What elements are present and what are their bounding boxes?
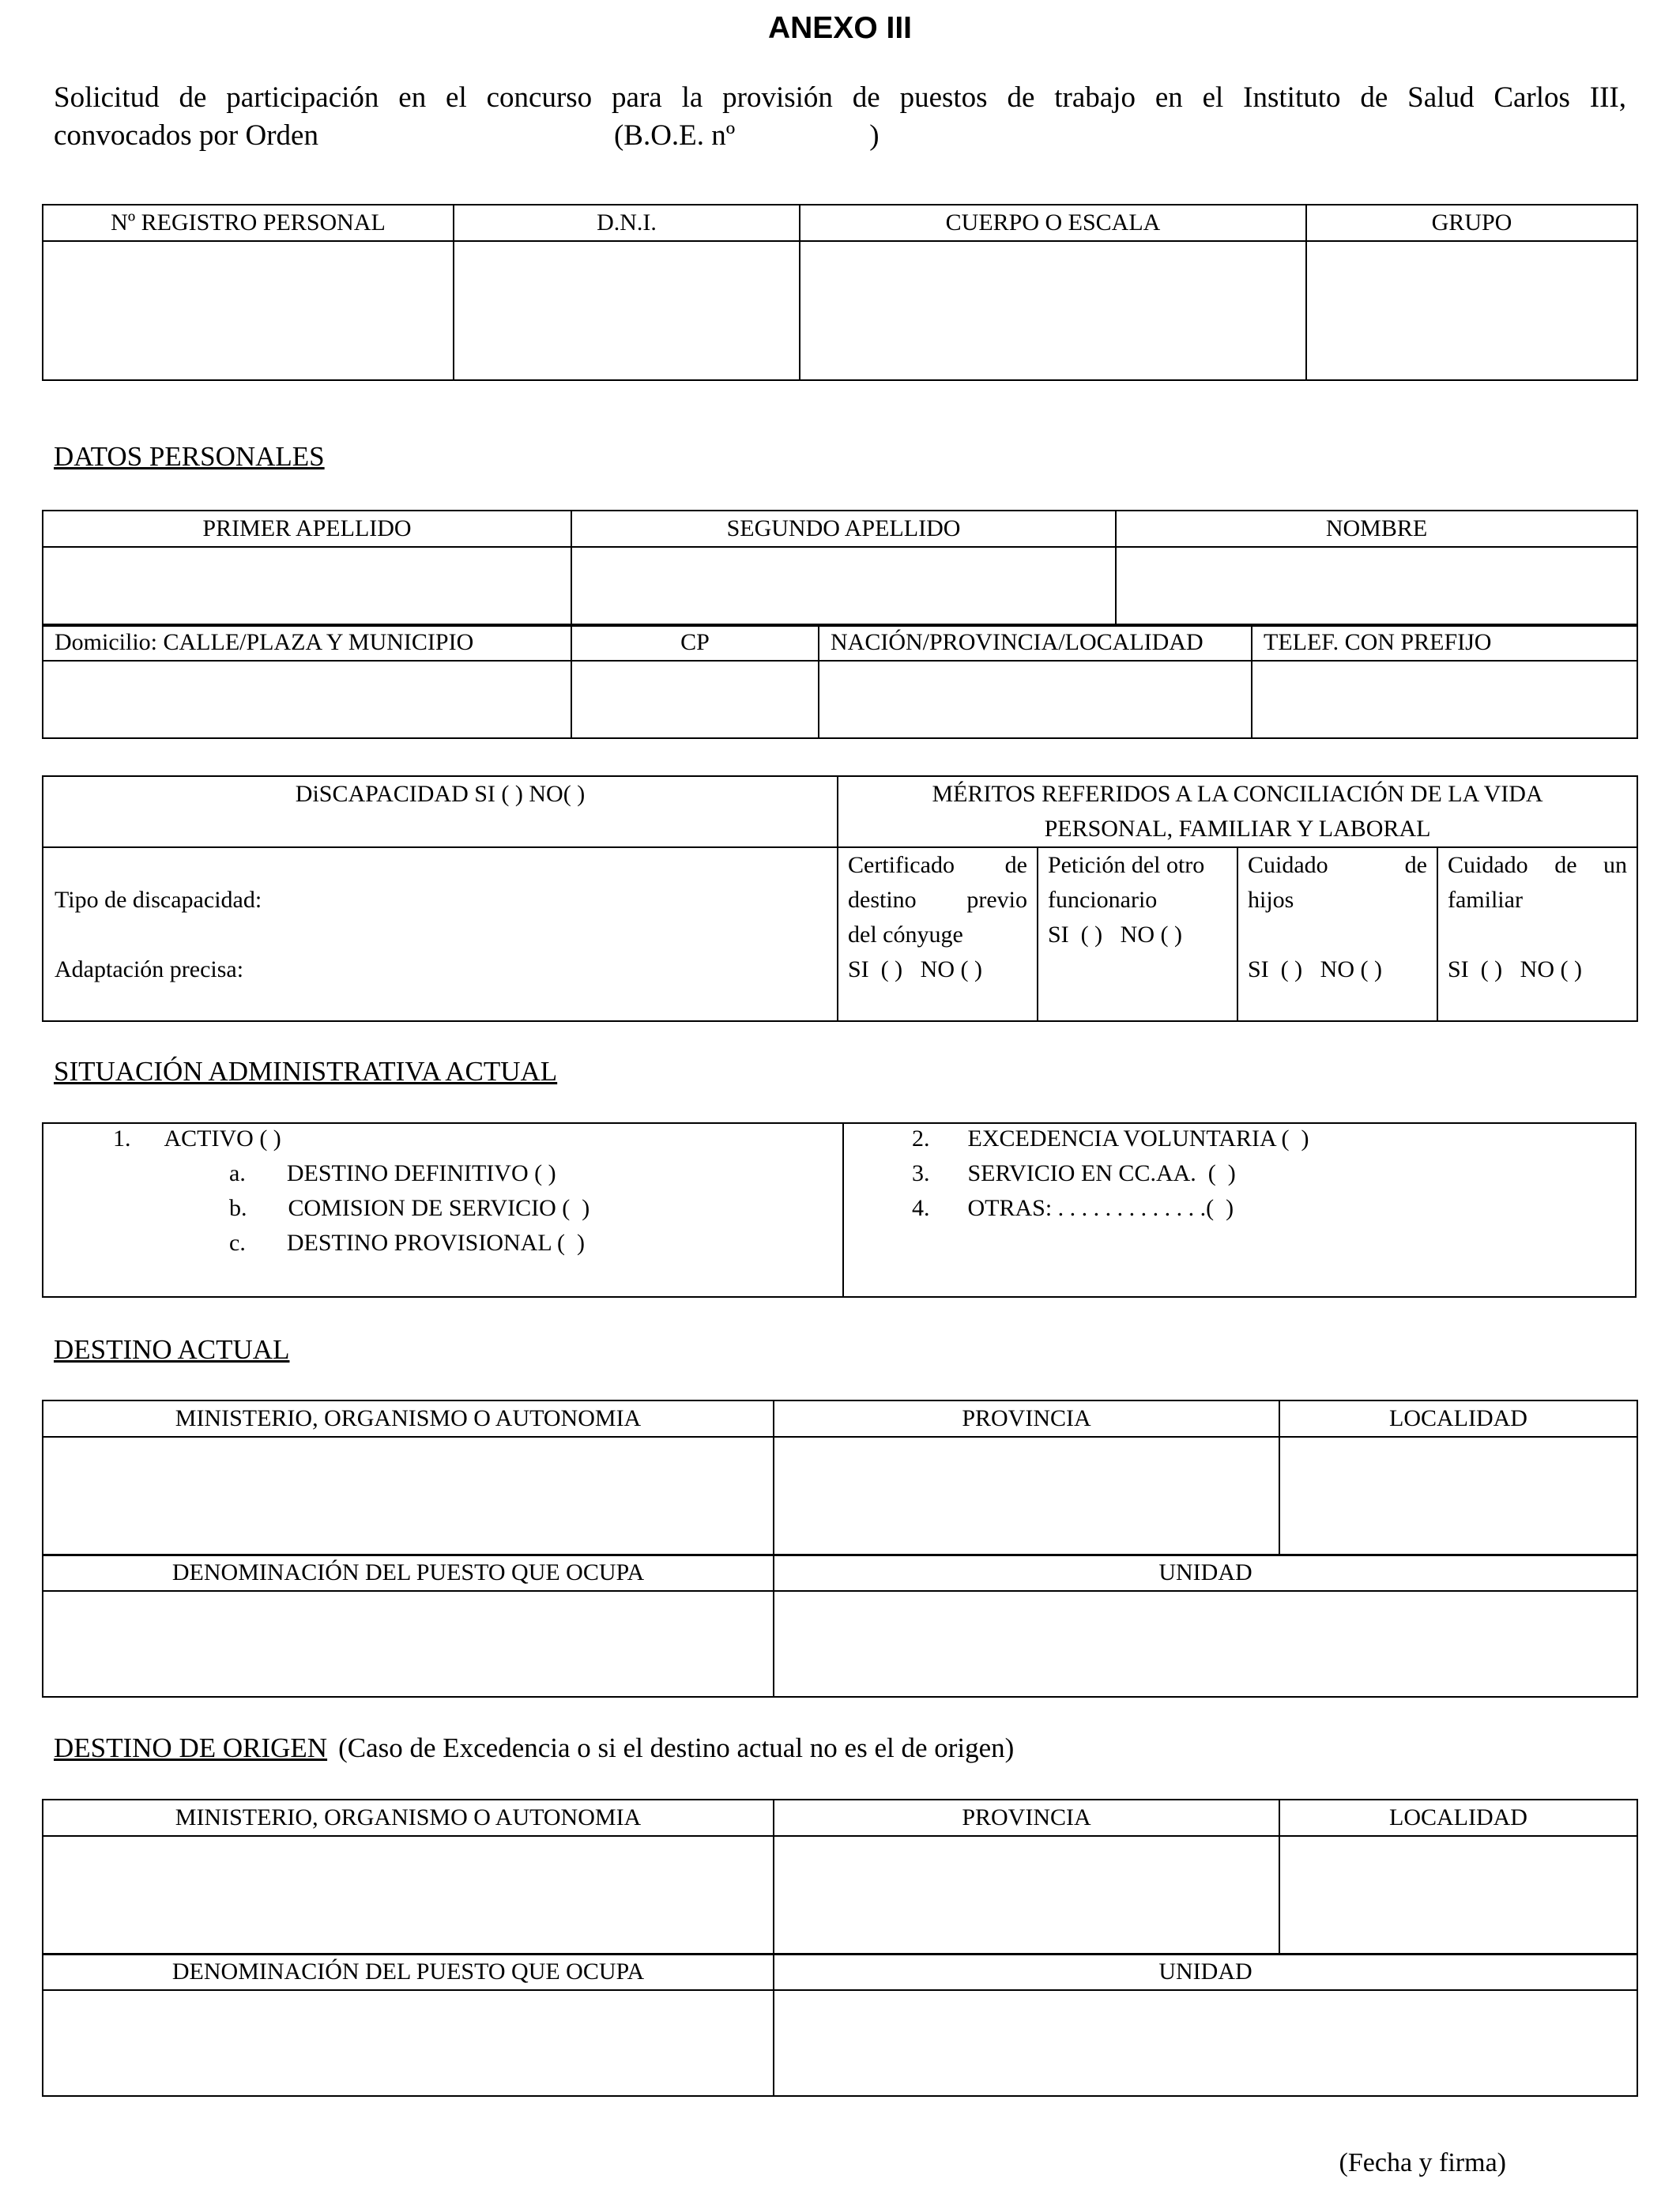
- domicilio-field[interactable]: [43, 661, 571, 738]
- item-number: 3.: [912, 1160, 930, 1186]
- destino-actual-heading: DESTINO ACTUAL: [54, 1334, 290, 1365]
- meritos-header: [838, 776, 1637, 847]
- item-label: COMISION DE SERVICIO ( ): [288, 1195, 590, 1221]
- cp-header: CP: [571, 624, 819, 661]
- situacion-heading: SITUACIÓN ADMINISTRATIVA ACTUAL: [54, 1056, 558, 1087]
- localidad-field[interactable]: [1279, 1437, 1637, 1555]
- situacion-item-otras[interactable]: [912, 1195, 1234, 1222]
- discapacidad-details-cell[interactable]: [43, 847, 838, 1021]
- merito-option-si-no[interactable]: SI ( ) NO ( ): [1448, 956, 1582, 982]
- intro-boe-label: (B.O.E. nº: [613, 119, 736, 152]
- situacion-item-activo[interactable]: [113, 1125, 281, 1152]
- destino-origen-table-2: [42, 1953, 1638, 2097]
- merito-line: hijos: [1248, 887, 1294, 913]
- localidad-field[interactable]: [1279, 1836, 1637, 1955]
- situacion-item-comision-servicio[interactable]: [229, 1195, 590, 1222]
- item-letter: b.: [229, 1195, 247, 1221]
- cuerpo-escala-header: CUERPO O ESCALA: [800, 205, 1306, 241]
- ministerio-field[interactable]: [43, 1836, 774, 1955]
- situacion-item-destino-definitivo[interactable]: [229, 1160, 556, 1187]
- item-label: EXCEDENCIA VOLUNTARIA ( ): [967, 1125, 1309, 1152]
- merito-line: funcionario: [1048, 887, 1158, 913]
- nacion-provincia-field[interactable]: [819, 661, 1252, 738]
- item-label: SERVICIO EN CC.AA. ( ): [967, 1160, 1236, 1186]
- denominacion-puesto-header: DENOMINACIÓN DEL PUESTO QUE OCUPA: [43, 1954, 774, 1990]
- merito-line: familiar: [1448, 887, 1523, 913]
- merito-peticion-funcionario: [1038, 847, 1237, 1021]
- cp-field[interactable]: [571, 661, 819, 738]
- merito-line: del cónyuge: [848, 922, 963, 948]
- telefono-header: TELEF. CON PREFIJO: [1252, 624, 1637, 661]
- destino-origen-note: (Caso de Excedencia o si el destino actual no es el de origen): [338, 1732, 1015, 1763]
- merito-cuidado-hijos: [1237, 847, 1437, 1021]
- tipo-discapacidad-label: Tipo de discapacidad:: [55, 887, 262, 913]
- situacion-item-servicio-ccaa[interactable]: [912, 1160, 1236, 1187]
- denominacion-puesto-header: DENOMINACIÓN DEL PUESTO QUE OCUPA: [43, 1555, 774, 1591]
- unidad-header: UNIDAD: [774, 1954, 1637, 1990]
- destino-origen-heading-row: [54, 1732, 1014, 1764]
- merito-cuidado-familiar: [1437, 847, 1637, 1021]
- meritos-header-line-1: MÉRITOS REFERIDOS A LA CONCILIACIÓN DE LA VIDA: [932, 781, 1543, 807]
- ministerio-header: MINISTERIO, ORGANISMO O AUTONOMIA: [43, 1800, 774, 1836]
- item-label: ACTIVO ( ): [164, 1125, 281, 1152]
- localidad-header: LOCALIDAD: [1279, 1400, 1637, 1437]
- provincia-field[interactable]: [774, 1836, 1279, 1955]
- telefono-field[interactable]: [1252, 661, 1637, 738]
- destino-origen-heading: DESTINO DE ORIGEN: [54, 1732, 328, 1763]
- cuerpo-escala-field[interactable]: [800, 241, 1306, 380]
- denominacion-puesto-field[interactable]: [43, 1990, 774, 2096]
- discapacidad-table: [42, 775, 1638, 1022]
- item-label: DESTINO PROVISIONAL ( ): [286, 1230, 586, 1256]
- nombre-header: NOMBRE: [1116, 511, 1637, 547]
- registro-table: [42, 204, 1638, 381]
- intro-close-paren: ): [869, 119, 880, 152]
- nacion-provincia-header: NACIÓN/PROVINCIA/LOCALIDAD: [819, 624, 1252, 661]
- destino-actual-table-1: [42, 1400, 1638, 1556]
- item-number: 1.: [113, 1125, 131, 1152]
- provincia-header: PROVINCIA: [774, 1800, 1279, 1836]
- provincia-field[interactable]: [774, 1437, 1279, 1555]
- merito-line: Cuidado de un: [1448, 852, 1628, 878]
- situacion-item-excedencia[interactable]: [912, 1125, 1309, 1152]
- unidad-field[interactable]: [774, 1990, 1637, 2096]
- grupo-field[interactable]: [1306, 241, 1637, 380]
- merito-line: Cuidado de: [1248, 852, 1427, 878]
- grupo-header: GRUPO: [1306, 205, 1637, 241]
- intro-orden-label: convocados por Orden: [54, 119, 318, 152]
- merito-certificado-conyuge: [838, 847, 1038, 1021]
- meritos-header-line-2: PERSONAL, FAMILIAR Y LABORAL: [1044, 816, 1431, 842]
- registro-personal-field[interactable]: [43, 241, 454, 380]
- intro-line-1: Solicitud de participación en el concurso para la provisión de puestos de trabajo en el Instituto de Salud Carlos III,: [54, 81, 1626, 114]
- primer-apellido-header: PRIMER APELLIDO: [43, 511, 571, 547]
- ministerio-header: MINISTERIO, ORGANISMO O AUTONOMIA: [43, 1400, 774, 1437]
- item-letter: a.: [229, 1160, 246, 1186]
- dni-field[interactable]: [454, 241, 800, 380]
- datos-personales-table-1: [42, 510, 1638, 627]
- ministerio-field[interactable]: [43, 1437, 774, 1555]
- document-title: ANEXO III: [767, 11, 913, 45]
- datos-personales-table-2: [42, 624, 1638, 739]
- adaptacion-precisa-label: Adaptación precisa:: [55, 956, 244, 982]
- item-label: DESTINO DEFINITIVO ( ): [286, 1160, 556, 1186]
- provincia-header: PROVINCIA: [774, 1400, 1279, 1437]
- item-letter: c.: [229, 1230, 246, 1256]
- merito-option-si-no[interactable]: SI ( ) NO ( ): [848, 956, 982, 982]
- unidad-field[interactable]: [774, 1591, 1637, 1697]
- registro-personal-header: Nº REGISTRO PERSONAL: [43, 205, 454, 241]
- nombre-field[interactable]: [1116, 547, 1637, 626]
- primer-apellido-field[interactable]: [43, 547, 571, 626]
- datos-personales-heading: DATOS PERSONALES: [54, 441, 325, 472]
- denominacion-puesto-field[interactable]: [43, 1591, 774, 1697]
- domicilio-header: Domicilio: CALLE/PLAZA Y MUNICIPIO: [43, 624, 571, 661]
- segundo-apellido-field[interactable]: [571, 547, 1116, 626]
- dni-header: D.N.I.: [454, 205, 800, 241]
- merito-line: Certificado de: [848, 852, 1027, 878]
- fecha-firma-label: (Fecha y firma): [1339, 2148, 1506, 2177]
- unidad-header: UNIDAD: [774, 1555, 1637, 1591]
- discapacidad-header[interactable]: DiSCAPACIDAD SI ( ) NO( ): [43, 776, 838, 847]
- situacion-item-destino-provisional[interactable]: [229, 1230, 585, 1257]
- segundo-apellido-header: SEGUNDO APELLIDO: [571, 511, 1116, 547]
- item-number: 4.: [912, 1195, 930, 1221]
- destino-actual-table-2: [42, 1554, 1638, 1698]
- merito-line: Petición del otro: [1048, 852, 1205, 878]
- intro-line-2: [54, 117, 880, 155]
- destino-origen-table-1: [42, 1799, 1638, 1955]
- merito-option-si-no[interactable]: SI ( ) NO ( ): [1248, 956, 1382, 982]
- item-label: OTRAS: . . . . . . . . . . . . .( ): [967, 1195, 1234, 1221]
- item-number: 2.: [912, 1125, 930, 1152]
- merito-line: destino previo: [848, 887, 1027, 913]
- merito-option-si-no[interactable]: SI ( ) NO ( ): [1048, 922, 1182, 948]
- localidad-header: LOCALIDAD: [1279, 1800, 1637, 1836]
